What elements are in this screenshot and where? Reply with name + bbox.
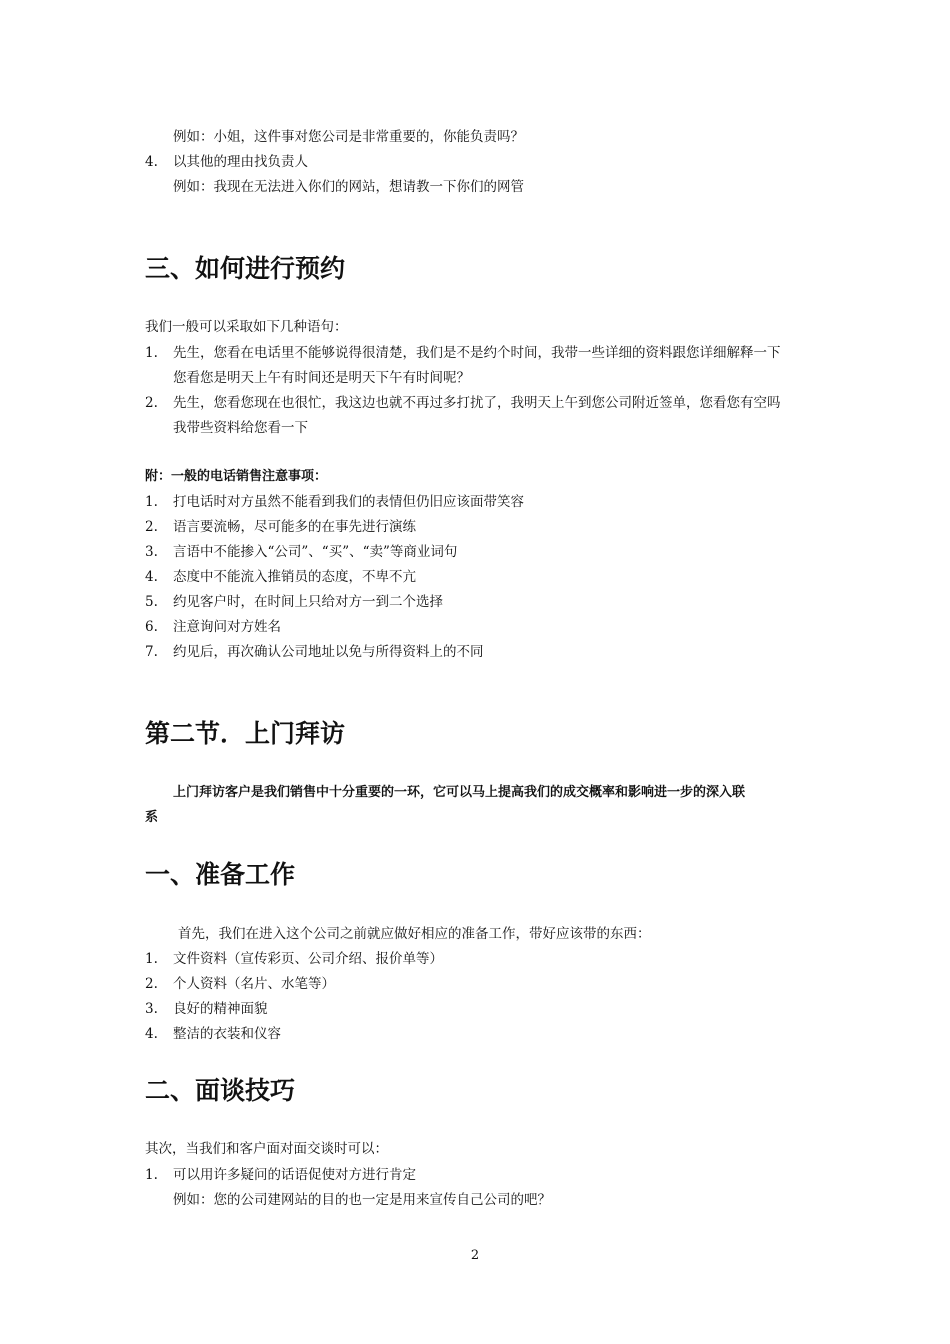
section-intro: 其次，当我们和客户面对面交谈时可以： (145, 1141, 388, 1157)
section-heading: 三、如何进行预约 (145, 254, 346, 283)
section-heading: 二、面谈技巧 (145, 1076, 296, 1105)
list-item: 先生，您看在电话里不能够说得很清楚，我们是不是约个时间，我带一些详细的资料跟您详细解释一下 (173, 345, 781, 361)
list-number: 1. (145, 1167, 158, 1183)
list-item: 可以用许多疑问的话语促使对方进行肯定 (173, 1167, 416, 1183)
chapter-paragraph: 上门拜访客户是我们销售中十分重要的一环，它可以马上提高我们的成交概率和影响进一步的深入联 (173, 785, 746, 800)
page-number: 2 (470, 1248, 480, 1263)
list-number: 4. (145, 569, 158, 585)
list-item: 良好的精神面貌 (173, 1001, 268, 1017)
list-item: 约见后，再次确认公司地址以免与所得资料上的不同 (173, 644, 484, 660)
list-number: 7. (145, 644, 158, 660)
chapter-paragraph-continuation: 系 (145, 810, 159, 825)
list-number: 1. (145, 345, 158, 361)
section-intro: 首先，我们在进入这个公司之前就应做好相应的准备工作，带好应该带的东西： (178, 926, 651, 942)
list-number: 2. (145, 519, 158, 535)
list-number: 1. (145, 494, 158, 510)
list-item: 以其他的理由找负责人 (173, 154, 308, 170)
list-item: 打电话时对方虽然不能看到我们的表情但仍旧应该面带笑容 (173, 494, 524, 510)
example-text: 例如：小姐，这件事对您公司是非常重要的，你能负责吗？ (173, 129, 524, 145)
list-number: 1. (145, 951, 158, 967)
list-item-continuation: 我带些资料给您看一下 (173, 420, 308, 436)
list-item: 语言要流畅，尽可能多的在事先进行演练 (173, 519, 416, 535)
notes-heading: 附：一般的电话销售注意事项： (145, 469, 328, 484)
list-item: 约见客户时，在时间上只给对方一到二个选择 (173, 594, 443, 610)
list-number: 3. (145, 1001, 158, 1017)
chapter-heading: 第二节．上门拜访 (145, 719, 346, 748)
list-number: 3. (145, 544, 158, 560)
list-item: 整洁的衣装和仪容 (173, 1026, 281, 1042)
list-item: 先生，您看您现在也很忙，我这边也就不再过多打扰了，我明天上午到您公司附近签单，您看您有空吗 (173, 395, 781, 411)
list-number: 6. (145, 619, 158, 635)
section-intro: 我们一般可以采取如下几种语句： (145, 319, 348, 335)
section-heading: 一、准备工作 (145, 860, 296, 889)
list-number: 2. (145, 976, 158, 992)
list-item: 文件资料（宣传彩页、公司介绍、报价单等） (173, 951, 443, 967)
list-number: 4. (145, 154, 158, 170)
list-number: 2. (145, 395, 158, 411)
list-item: 注意询问对方姓名 (173, 619, 281, 635)
list-item: 个人资料（名片、水笔等） (173, 976, 335, 992)
list-item: 言语中不能掺入“公司”、“买”、“卖”等商业词句 (173, 544, 458, 560)
list-number: 5. (145, 594, 158, 610)
example-text: 例如：您的公司建网站的目的也一定是用来宣传自己公司的吧？ (173, 1192, 551, 1208)
example-text: 例如：我现在无法进入你们的网站，想请教一下你们的网管 (173, 179, 524, 195)
list-item: 态度中不能流入推销员的态度，不卑不亢 (173, 569, 416, 585)
list-item-continuation: 您看您是明天上午有时间还是明天下午有时间呢？ (173, 370, 470, 386)
list-number: 4. (145, 1026, 158, 1042)
